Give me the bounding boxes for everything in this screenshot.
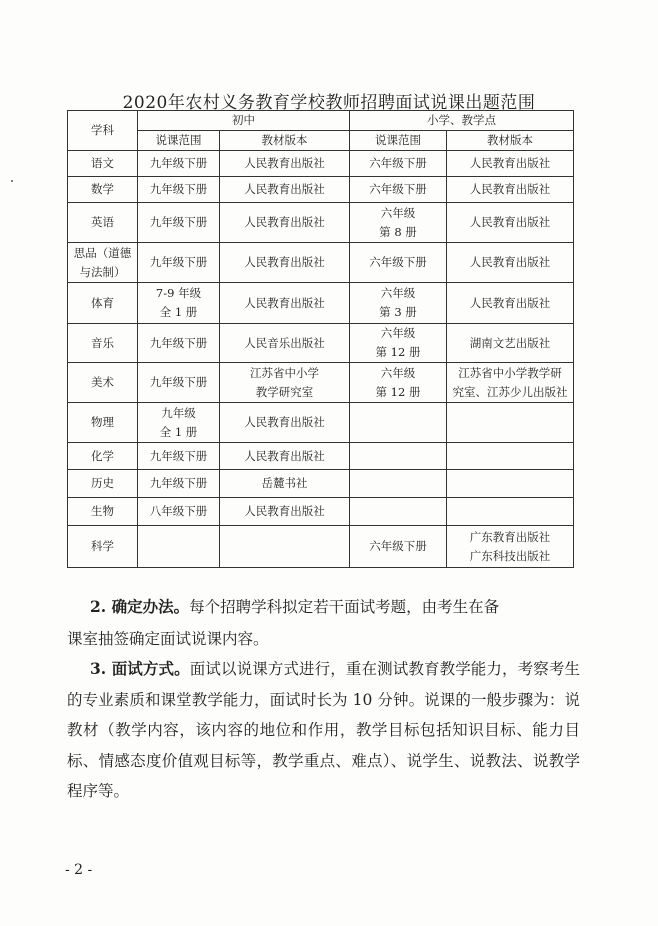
cell-middle-edition: 人民教育出版社 [220,443,350,470]
cell-primary-edition [447,443,574,470]
cell-middle-edition: 人民教育出版社 [220,177,350,203]
cell-primary-edition: 人民教育出版社 [447,283,574,324]
cell-subject: 物理 [68,403,138,443]
cell-primary-scope: 六年级 第 12 册 [350,363,447,403]
cell-subject: 英语 [68,203,138,243]
cell-primary-edition: 广东教育出版社 广东科技出版社 [447,526,574,568]
cell-primary-edition: 人民教育出版社 [447,151,574,177]
cell-middle-edition: 人民教育出版社 [220,283,350,324]
header-primary-edition: 教材版本 [447,131,574,151]
section-3-paragraph [67,654,580,807]
cell-subject: 思品（道德 与法制） [68,243,138,283]
table-row [68,324,574,363]
cell-middle-scope: 九年级 全 1 册 [138,403,220,443]
header-subject: 学科 [68,111,138,151]
cell-middle-scope: 八年级下册 [138,498,220,526]
cell-middle-edition: 人民教育出版社 [220,243,350,283]
cell-subject: 体育 [68,283,138,324]
cell-primary-scope: 六年级 第 12 册 [350,324,447,363]
table-row [68,443,574,470]
document-title: 2020年农村义务教育学校教师招聘面试说课出题范围 [122,93,536,113]
cell-subject: 数学 [68,177,138,203]
cell-middle-scope: 九年级下册 [138,363,220,403]
cell-primary-scope: 六年级下册 [350,526,447,568]
table-row [68,283,574,324]
table-row [68,526,574,568]
section-2-text: 每个招聘学科拟定若干面试考题，由考生在备 [189,598,500,616]
cell-middle-edition [220,526,350,568]
cell-primary-scope [350,498,447,526]
cell-middle-scope: 九年级下册 [138,470,220,498]
cell-subject: 语文 [68,151,138,177]
cell-subject: 科学 [68,526,138,568]
header-primary-school: 小学、教学点 [350,111,574,131]
header-middle-scope: 说课范围 [138,131,220,151]
exam-scope-table [67,110,574,568]
table-row [68,151,574,177]
cell-middle-edition: 人民教育出版社 [220,403,350,443]
cell-subject: 音乐 [68,324,138,363]
cell-middle-scope: 九年级下册 [138,203,220,243]
cell-primary-scope: 六年级 第 8 册 [350,203,447,243]
table-row [68,470,574,498]
cell-middle-scope: 九年级下册 [138,177,220,203]
page-number: - 2 - [65,862,93,878]
section-2-line-2: 课室抽签确定面试说课内容。 [67,630,269,648]
cell-primary-edition [447,403,574,443]
cell-primary-scope [350,443,447,470]
table-row [68,243,574,283]
cell-primary-edition: 人民教育出版社 [447,203,574,243]
cell-primary-edition: 人民教育出版社 [447,177,574,203]
cell-subject: 化学 [68,443,138,470]
cell-primary-edition: 人民教育出版社 [447,243,574,283]
section-3-text: 面试以说课方式进行，重在测试教育教学能力，考察考生的专业素质和课堂教学能力，面试时长为 10 分钟。说课的一般步骤为：说教材（教学内容，该内容的地位和作用，教学目标包括知识目标、能力目标、情感态度价值观目标等，教学重点、难点）、说学生、说教法、说教学程序等。 [67,660,580,800]
cell-primary-edition: 江苏省中小学教学研 究室、江苏少儿出版社 [447,363,574,403]
cell-middle-edition: 人民音乐出版社 [220,324,350,363]
section-2-line-1 [90,592,580,622]
table-row [68,498,574,526]
cell-middle-edition: 岳麓书社 [220,470,350,498]
table-row [68,203,574,243]
cell-middle-edition: 人民教育出版社 [220,151,350,177]
cell-primary-scope: 六年级下册 [350,151,447,177]
scan-speck [11,180,13,182]
cell-primary-edition [447,470,574,498]
header-primary-scope: 说课范围 [350,131,447,151]
cell-subject: 生物 [68,498,138,526]
cell-middle-scope [138,526,220,568]
header-middle-edition: 教材版本 [220,131,350,151]
cell-middle-scope: 九年级下册 [138,443,220,470]
cell-middle-scope: 7-9 年级 全 1 册 [138,283,220,324]
cell-middle-scope: 九年级下册 [138,243,220,283]
cell-primary-scope: 六年级 第 3 册 [350,283,447,324]
cell-subject: 美术 [68,363,138,403]
section-2-lead: 2. 确定办法。 [90,597,190,616]
table-row [68,363,574,403]
cell-primary-scope: 六年级下册 [350,243,447,283]
table-row [68,177,574,203]
cell-middle-scope: 九年级下册 [138,324,220,363]
cell-middle-edition: 人民教育出版社 [220,498,350,526]
table-row [68,403,574,443]
cell-subject: 历史 [68,470,138,498]
cell-primary-scope: 六年级下册 [350,177,447,203]
cell-middle-scope: 九年级下册 [138,151,220,177]
cell-primary-scope [350,470,447,498]
cell-middle-edition: 人民教育出版社 [220,203,350,243]
cell-primary-edition [447,498,574,526]
cell-middle-edition: 江苏省中小学 教学研究室 [220,363,350,403]
cell-primary-edition: 湖南文艺出版社 [447,324,574,363]
cell-primary-scope [350,403,447,443]
header-middle-school: 初中 [138,111,350,131]
section-3-lead: 3. 面试方式。 [90,659,190,678]
